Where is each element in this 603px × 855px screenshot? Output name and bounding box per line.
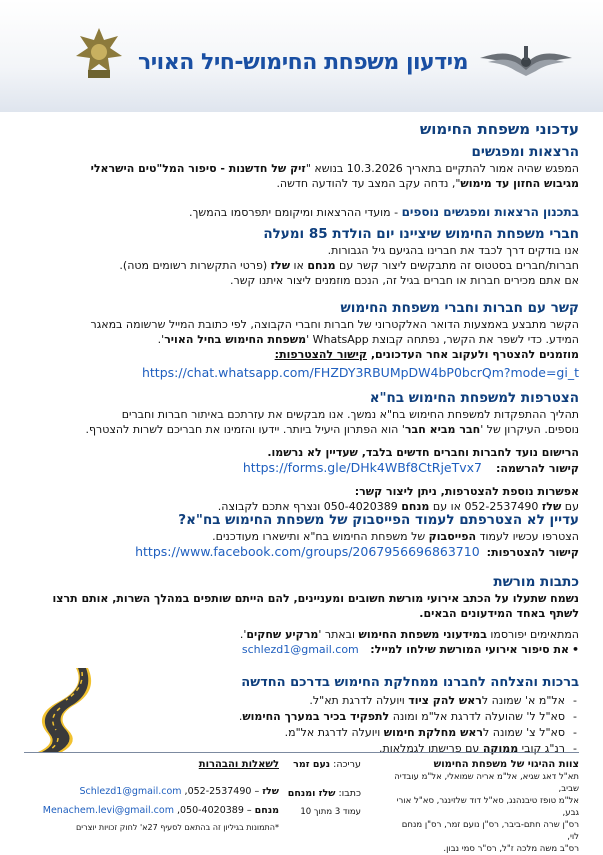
editor-row bbox=[287, 758, 361, 771]
contact-shlez: שלז bbox=[270, 259, 291, 272]
newsletter-title: מידעון משפחת החימוש-חיל האויר bbox=[137, 50, 469, 75]
birthdays-title: חברי משפחת החימוש שיציינו יום הולדת 85 ומעלה bbox=[263, 226, 579, 242]
congrats-item bbox=[24, 725, 579, 741]
section-main-title: עדכוני משפחת החימוש bbox=[419, 120, 579, 138]
planning-section bbox=[24, 204, 579, 221]
footer-divider bbox=[24, 752, 579, 753]
contact-invite: מוזמנים להצטרף ולעקוב אחר העדכונים, bbox=[367, 348, 579, 361]
congrats-item-text: סא"ל ל' שהועלה לדרגת אל"מ ומונה bbox=[389, 710, 565, 723]
editor-label: עריכה: bbox=[333, 759, 361, 770]
contact-line1: הקשר מתבצע באמצעות הדואר האלקטרוני של חברות וחברי הקבוצה, לפי כתובת המייל שרשומה במאגר bbox=[90, 318, 579, 331]
questions bbox=[24, 758, 279, 834]
facebook-title: עדיין לא הצטרפתם לעמוד הפייסבוק של משפחת החימוש בח"א? bbox=[178, 512, 579, 528]
facebook-text-a: הצטרפו עכשיו לעמוד bbox=[476, 530, 579, 543]
join-line1: תהליך ההתפקדות למשפחת החימוש בח"א נמשך. אנו מבקשים את עזרתכם באיתור חברות וחברים bbox=[121, 408, 579, 421]
legacy-email-link[interactable]: schlezd1@gmail.com bbox=[241, 643, 359, 656]
birthdays-line2 bbox=[24, 258, 579, 273]
legacy-title: כתבות מורשת bbox=[493, 574, 579, 590]
congrats-item-role: ממוקה bbox=[482, 742, 519, 755]
congrats-title: ברכות והצלחה לחברנו ממחלקת החימוש בדרכם החדשה bbox=[241, 675, 579, 690]
join-menachem: מנחם bbox=[401, 500, 430, 513]
facebook-text-c: של משפחת החימוש בח"א ותישארו מעודכנים. bbox=[212, 530, 429, 543]
contact-text-c: '. bbox=[157, 333, 165, 346]
lectures-section bbox=[24, 144, 579, 191]
congrats-item bbox=[24, 693, 579, 709]
facebook-join-label: קישור להצטרפות: bbox=[486, 546, 579, 559]
facebook-word: הפייסבוק bbox=[428, 530, 477, 543]
legacy-line1: נשמח שתעלו על הכתב אירועי מורשת חשובים ומעניינים, להם הייתם שותפים במהלך השרות, אותם תרצו bbox=[52, 592, 579, 605]
lectures-text: המפגש שהיה אמור להתקיים בתאריך 10.3.2026 בנושא " bbox=[305, 162, 579, 175]
congrats-item-role: ראש להק ציוד bbox=[408, 694, 482, 707]
legacy-section bbox=[24, 574, 579, 657]
birthdays-text-d: (פרטי התקשרות רשומים מטה). bbox=[119, 259, 271, 272]
contact-section bbox=[24, 300, 579, 378]
congrats-item-rank: . bbox=[238, 710, 243, 723]
writers-label: כתבו: bbox=[338, 788, 361, 799]
birthdays-line3: אם אתם מכירים חברות או חברים בגיל זה, הנכם מוזמנים ליצור איתנו קשר. bbox=[230, 274, 579, 287]
contact-line3 bbox=[24, 347, 579, 362]
questions-title: לשאלות והבהרות bbox=[198, 759, 279, 770]
header-banner bbox=[0, 0, 603, 112]
congrats-item-rank: ויועלה לדרגת תא"ל. bbox=[309, 694, 409, 707]
core-team-line: תא"ל דאג שגיא, אל"מ אריה שמואלי, אל"מ עובדיה שביב, bbox=[394, 772, 579, 794]
core-team-title: צוות ההיגוי של משפחת החימוש bbox=[433, 759, 579, 770]
join-shlez-phone: 052-2537490 או עם bbox=[429, 500, 542, 513]
congrats-item-rank: עם פרישתו לגמלאות. bbox=[378, 742, 483, 755]
congrats-item-role: לתפקיד בכיר במערך החימוש bbox=[242, 710, 390, 723]
contact-line2 bbox=[24, 332, 579, 347]
friend-brings-friend: חבר מביא חבר bbox=[404, 423, 481, 436]
menachem-email-link[interactable]: Menachem.levi@gmail.com bbox=[42, 805, 174, 816]
congrats-item bbox=[24, 741, 579, 757]
join-text-a: נוספים. העיקרון של ' bbox=[480, 423, 579, 436]
writers-row bbox=[287, 787, 361, 800]
join-line2 bbox=[24, 422, 579, 437]
shlez-contact bbox=[24, 785, 279, 798]
join-text-c: ' הוא הפתרון היעיל ביותר. יידעו והזמינו את חבריכם לשרות להצטרף. bbox=[85, 423, 405, 436]
menachem-phone: – 050-4020389, bbox=[173, 805, 255, 816]
core-team-line: אל"מ טופז טיבנהנג, סא"ל דוד שלזינגר, סא"ל אורי גבע, bbox=[396, 796, 579, 818]
writers-name: שלז ומנחם bbox=[287, 788, 336, 799]
facebook-link-row bbox=[24, 544, 579, 560]
facebook-section bbox=[24, 512, 579, 560]
legacy-text-c: ובאתר ' bbox=[318, 628, 359, 641]
register-label: קישור להרשמה: bbox=[496, 462, 579, 475]
lectures-title: הרצאות ומפגשים bbox=[471, 144, 579, 160]
road-illustration bbox=[28, 668, 90, 752]
facebook-line1 bbox=[24, 529, 579, 544]
lectures-line1 bbox=[24, 161, 579, 176]
join-title: הצטרפות למשפחת החימוש בח"א bbox=[369, 390, 579, 406]
join-text-with: עם bbox=[561, 500, 579, 513]
legacy-line2: לשתף באחד המידעונים הבאים. bbox=[419, 607, 579, 620]
congrats-item-text: רנ"ג קובי bbox=[518, 742, 565, 755]
shlez-email-link[interactable]: Schlezd1@gmail.com bbox=[79, 786, 182, 797]
legacy-send-label: את סיפור אירועי המורשת שילחו למייל: bbox=[370, 643, 569, 656]
legacy-text-e: '. bbox=[239, 628, 247, 641]
congrats-item-rank: ויועלה לדרגת אל"מ. bbox=[284, 726, 384, 739]
facebook-link[interactable]: https://www.facebook.com/groups/2067956696863710 bbox=[135, 544, 480, 559]
contact-join-label: קישור להצטרפות: bbox=[274, 348, 367, 361]
lecture-topic: זיק של חדשנות - סיפור המל"טים הישראלי bbox=[90, 162, 306, 175]
birthdays-text-a: חברות/חברים בסטטוס זה מתבקשים ליצור קשר עם bbox=[335, 259, 579, 272]
registration-link[interactable]: https://forms.gle/DHk4WBf8CtRjeTvx7 bbox=[242, 460, 482, 475]
contact-text-a: המידע. כדי לשפר את הקשר, נפתחה קבוצת WhatsApp ' bbox=[306, 333, 579, 346]
lecture-topic-cont: מגיבוש החזון עד מימוש bbox=[460, 177, 579, 190]
footer bbox=[24, 758, 579, 854]
core-team bbox=[389, 758, 579, 855]
birthdays-section bbox=[24, 226, 579, 288]
contact-menachem: מנחם bbox=[307, 259, 336, 272]
whatsapp-link[interactable]: https://chat.whatsapp.com/FHZDY3RBUMpDW4bP0bcrQm?mode=gi_t bbox=[141, 365, 579, 380]
copyright-note: *התמונות בגיליון זה בהתאם לסעיף 27א' לחוק זכויות יוצרים bbox=[75, 823, 279, 832]
join-shlez: שלז bbox=[541, 500, 562, 513]
editor-name: נעם זמר bbox=[293, 759, 331, 770]
shlez-phone: – 052-2537490, bbox=[181, 786, 263, 797]
join-menachem-phone: 050-4020389 ונצרף אתכם לקבוצה. bbox=[217, 500, 402, 513]
legacy-text-a: המתאימים יפורסמו bbox=[486, 628, 579, 641]
birthdays-line1: אנו בודקים דרך לכבד את חברינו בהגיעם גיל הגבורות. bbox=[327, 244, 579, 257]
congrats-item-text: סא"ל צ' שמונה ל bbox=[483, 726, 565, 739]
menachem-label: מנחם bbox=[254, 805, 279, 816]
whatsapp-group-name: משפחת החימוש בחיל האויר bbox=[164, 333, 307, 346]
whatsapp-link-row bbox=[24, 362, 579, 378]
page-number: עמוד 3 מתוך 10 bbox=[300, 807, 361, 817]
core-team-line: רס"ב משה מלכה ז"ל, רס"ר סמי נבון. bbox=[443, 844, 579, 854]
congrats-item bbox=[24, 709, 579, 725]
birthdays-text-c: או bbox=[290, 259, 308, 272]
shlez-label: שלז bbox=[262, 786, 279, 797]
join-line5: אפשרות נוספת להצטרפות, ניתן ליצור קשר: bbox=[354, 485, 579, 498]
newsletter-content bbox=[24, 112, 579, 755]
join-register-row bbox=[24, 460, 579, 476]
legacy-newsletters: במידעוני משפחת החימוש bbox=[358, 628, 487, 641]
planning-title: בתכנון הרצאות ומפגשים נוספים bbox=[401, 205, 579, 219]
menachem-contact bbox=[24, 804, 279, 817]
contact-title: קשר עם חברות וחברי משפחת החימוש bbox=[340, 300, 579, 316]
legacy-line3 bbox=[24, 627, 579, 642]
lectures-line2 bbox=[24, 176, 579, 191]
credits bbox=[287, 758, 361, 819]
air-force-wings-logo bbox=[478, 38, 574, 86]
join-section bbox=[24, 390, 579, 514]
congrats-item-role: ראש מחלקת חימוש bbox=[383, 726, 484, 739]
legacy-bullet: • את סיפור אירועי המורשת שילחו למייל: schlezd1@gmail.com bbox=[241, 643, 579, 656]
air-force-emblem-logo bbox=[74, 26, 124, 82]
lectures-postponed: ", נדחה עקב המצב עד להודעה חדשה. bbox=[276, 177, 461, 190]
join-line3: הרישום נועד לחברות וחברים חדשים בלבד, שעדיין לא נרשמו. bbox=[267, 446, 579, 459]
congrats-section bbox=[24, 674, 579, 757]
congrats-list bbox=[24, 693, 579, 757]
core-team-line: רס"ן שרה חתם-ביבר, רס"ן נועם זמר, רס"ן מנחם לוי, bbox=[401, 820, 579, 842]
planning-text: - מועדי ההרצאות ומיקומם יתפרסמו בהמשך. bbox=[189, 206, 402, 219]
legacy-site-name: מרקיע שחקים bbox=[246, 628, 319, 641]
congrats-item-text: אל"מ א' שמונה ל bbox=[481, 694, 565, 707]
